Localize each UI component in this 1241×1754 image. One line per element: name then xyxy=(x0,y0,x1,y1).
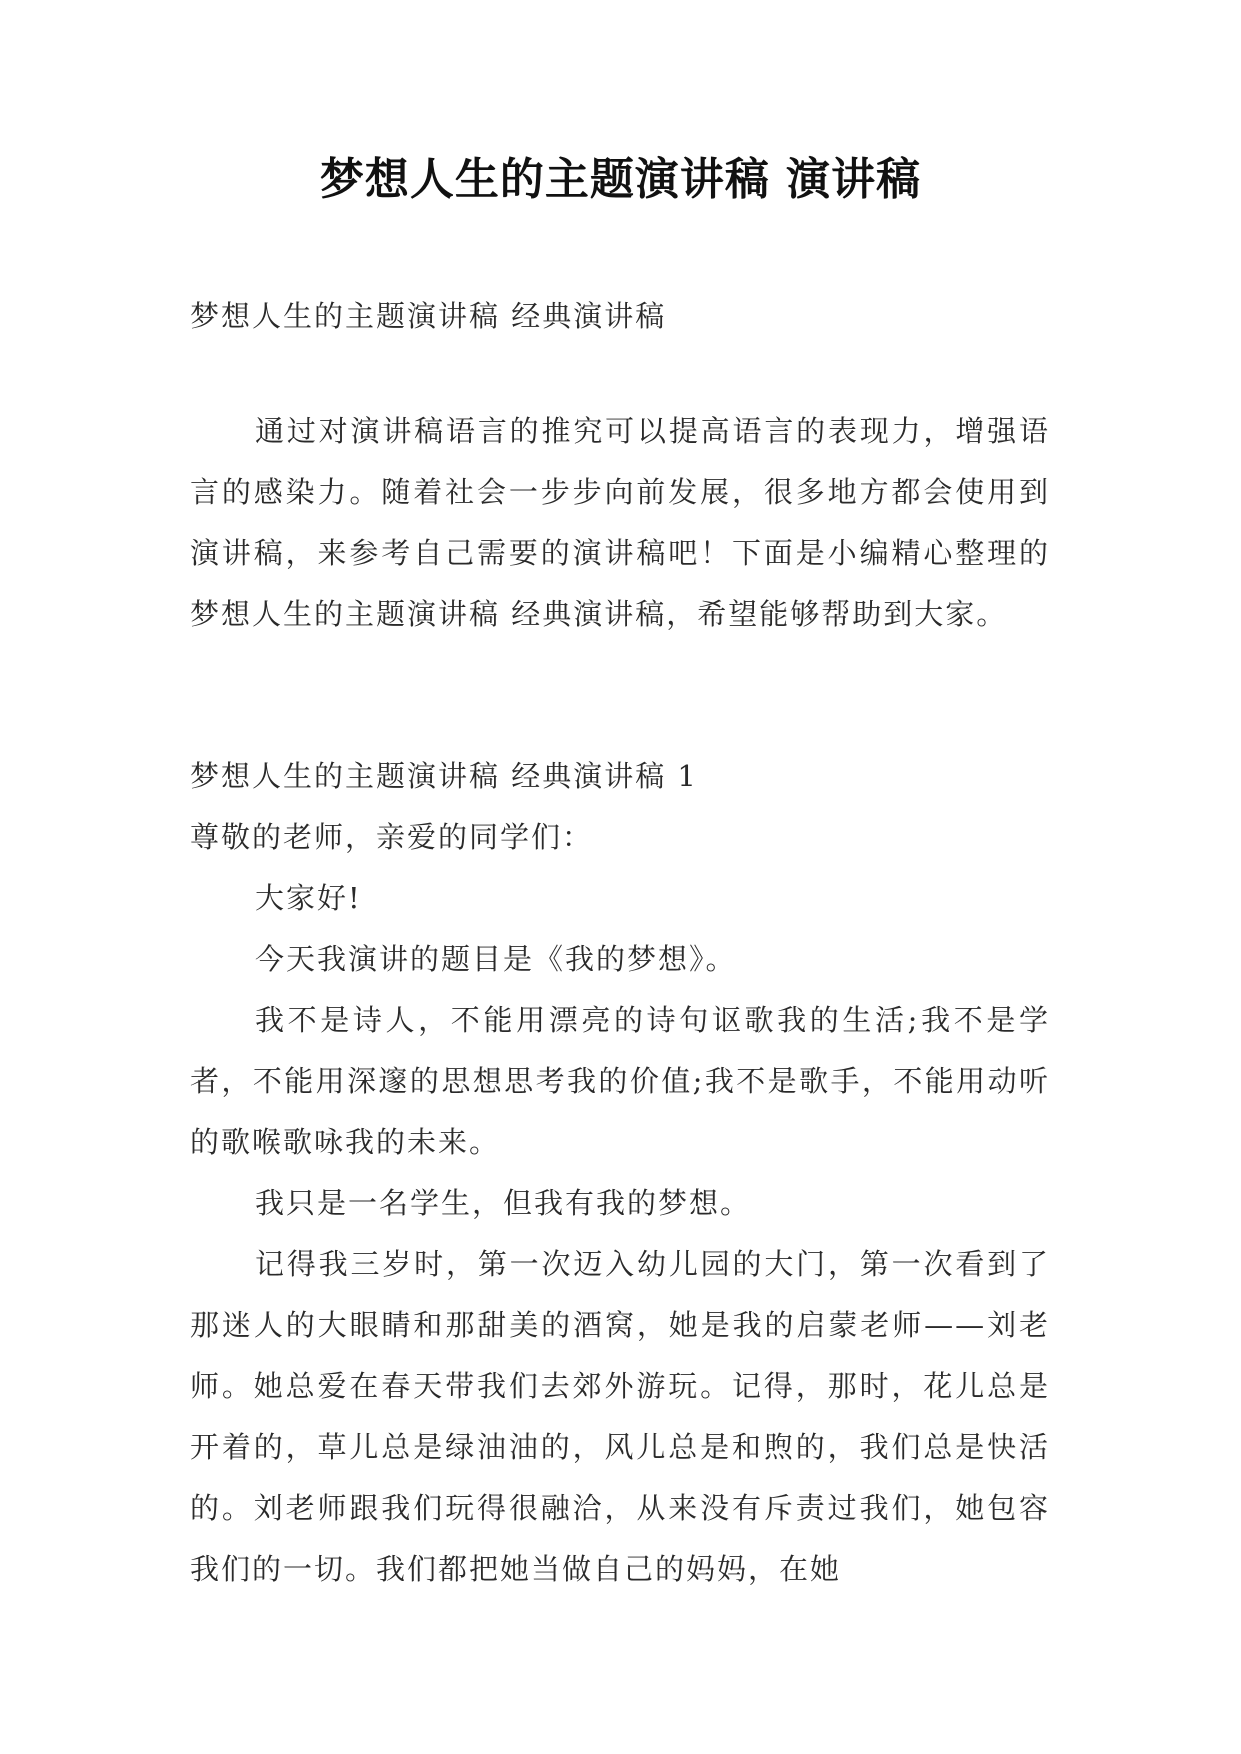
body-paragraph: 记得我三岁时，第一次迈入幼儿园的大门，第一次看到了那迷人的大眼睛和那甜美的酒窝，她是我的启蒙老师——刘老师。她总爱在春天带我们去郊外游玩。记得，那时，花儿总是开着的，草儿总是绿油油的，风儿总是和煦的，我们总是快活的。刘老师跟我们玩得很融洽，从来没有斥责过我们，她包容我们的一切。我们都把她当做自己的妈妈，在她 xyxy=(190,1247,1050,1586)
body-paragraph: 大家好! xyxy=(255,881,362,915)
document-title: 梦想人生的主题演讲稿 演讲稿 xyxy=(319,154,922,205)
section-heading: 梦想人生的主题演讲稿 经典演讲稿 1 xyxy=(190,759,698,793)
document-subtitle: 梦想人生的主题演讲稿 经典演讲稿 xyxy=(190,299,667,333)
speech-body xyxy=(190,807,1050,1600)
intro-paragraph: 通过对演讲稿语言的推究可以提高语言的表现力，增强语言的感染力。随着社会一步步向前发展，很多地方都会使用到演讲稿，来参考自己需要的演讲稿吧！下面是小编精心整理的梦想人生的主题演讲稿 经典演讲稿，希望能够帮助到大家。 xyxy=(190,414,1050,631)
body-paragraph: 今天我演讲的题目是《我的梦想》。 xyxy=(255,942,737,976)
body-paragraph: 我不是诗人，不能用漂亮的诗句讴歌我的生活;我不是学者，不能用深邃的思想思考我的价值;我不是歌手，不能用动听的歌喉歌咏我的未来。 xyxy=(190,1003,1050,1159)
salutation: 尊敬的老师，亲爱的同学们： xyxy=(190,820,594,854)
body-paragraph: 我只是一名学生，但我有我的梦想。 xyxy=(255,1186,752,1220)
